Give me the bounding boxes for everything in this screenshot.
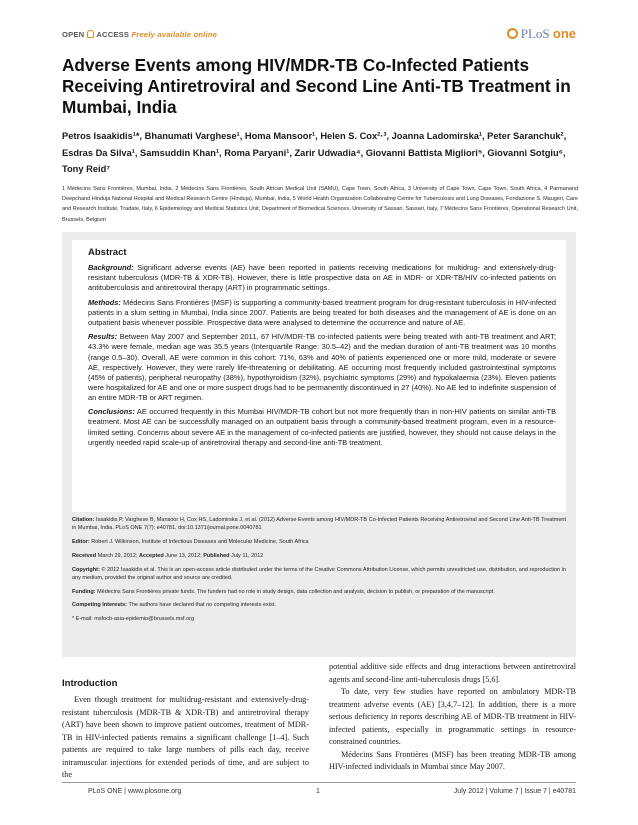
logo-plos: PLoS xyxy=(520,26,550,41)
abstract-box xyxy=(62,232,576,657)
intro-paragraph-1: Even though treatment for multidrug-resistant and extensively-drug-resistant tuberculosis (MDR-TB & XDR-TB) and antiretroviral therapy (ART) have been shown to improve patient outcomes, treatment of MDR-TB in HIV-infected patients remains a significant challenge [1–4]. Such patients are required to take large numbers of pills each day, receive intramuscular injections for extended periods of time, and are subject to the xyxy=(62,695,309,779)
abstract-heading: Abstract xyxy=(88,247,127,258)
intro-left-column xyxy=(62,678,309,782)
open-access-banner xyxy=(62,30,217,39)
intro-paragraph-1-cont: potential additive side effects and drug interactions between antiretroviral agents and second-line anti-tuberculosis drugs [5,6]. xyxy=(329,662,576,684)
intro-paragraph-2: To date, very few studies have reported on ambulatory MDR-TB treatment adverse events (AE) [3,4,7–12]. In addition, there is a more serious deficiency in reports describing AE of MDR-TB treatment in HIV-infected patients, especially in programmatic settings in resource-constrained countries. xyxy=(329,687,576,746)
footer-journal: PLoS ONE | www.plosone.org xyxy=(88,788,182,795)
copyright: Copyright: © 2012 Isaakidis et al. This is an open-access article distributed under the terms of the Creative Commons Attribution License, which permits unrestricted use, distribution, and reproduction in any medium, provided the original author and source are credited. xyxy=(72,566,567,581)
editor: Editor: Robert J. Wilkinson, Institute of Infectious Diseases and Molecular Medicine, South Africa xyxy=(72,539,309,545)
footer-page-number: 1 xyxy=(316,788,320,795)
citation: Citation: Isaakidis P, Varghese B, Mansoor H, Cox HS, Ladomirska J, et al. (2012) Adverse Events among HIV/MDR-TB Co-Infected Patients Receiving Antiretroviral and Second Line Anti-TB Treatment in Mumbai, India. PLoS ONE 7(7): e40781. doi:10.1371/journal.pone.0040781 xyxy=(72,517,566,532)
logo-one: one xyxy=(552,26,576,41)
intro-paragraph-3: Médecins Sans Frontières (MSF) has been treating MDR-TB among HIV-infected individuals in Mumbai since May 2007. xyxy=(329,749,576,771)
freely-available-label: Freely available online xyxy=(131,30,218,39)
abstract-conclusions: Conclusions: AE occurred frequently in this Mumbai HIV/MDR-TB cohort but not more frequently than in non-HIV patients on similar anti-TB treatment. Most AE can be successfully managed on an outpatient basis through a community-based treatment program, even in a resource-limited setting. Concerns about severe AE in the management of co-infected patients are justified, however, they should not cause delays in the urgently needed rapid scale-up of antiretroviral therapy and second-line anti-TB treatment. xyxy=(88,407,556,447)
plos-one-logo xyxy=(507,26,576,42)
plos-logo-icon xyxy=(507,28,518,39)
intro-right-column xyxy=(329,661,576,774)
footer-divider xyxy=(62,782,576,783)
article-title: Adverse Events among HIV/MDR-TB Co-Infected Patients Receiving Antiretroviral and Second Line Anti-TB Treatment in Mumbai, India xyxy=(62,55,571,117)
journal-header xyxy=(62,26,576,46)
abstract-panel xyxy=(72,240,566,512)
competing-interests: Competing Interests: The authors have declared that no competing interests exist. xyxy=(72,602,276,609)
affiliations: 1 Médecins Sans Frontières, Mumbai, India, 2 Médecins Sans Frontières, South African Medical Unit (SAMU), Cape Town, South Africa, 3 University of Cape Town, Cape Town, South Africa, 4 Parmanand Deepchand Hinduja National Hospital and Medical Research Centre (Hinduja), Mumbai, India, 5 World Health Organization Collaborating Centre for Tuberculosis and Lung Diseases, Fondazione S. Maugeri, Care and Research Institute, Tradate, Italy, 6 Epidemiology and Medical Statistics Unit, Department of Biomedical Sciences, University of Sassari, Sassari, Italy, 7 Médecins Sans Frontières, Operational Research Unit, Brussels, Belgium xyxy=(62,186,578,223)
open-access-lock-icon xyxy=(87,30,94,38)
article-metadata xyxy=(72,516,566,629)
author-list: Petros Isaakidis¹*, Bhanumati Varghese¹, Homa Mansoor¹, Helen S. Cox²·³, Joanna Ladomirska¹, Peter Saranchuk², Esdras Da Silva¹, Samsuddin Khan¹, Roma Paryani¹, Zarir Udwadia⁴, Giovanni Battista Migliori⁵, Giovanni Sotgiu⁶, Tony Reid⁷ xyxy=(62,131,567,174)
abstract-methods: Methods: Médecins Sans Frontières (MSF) is supporting a community-based treatment program for drug-resistant tuberculosis in HIV-infected patients in a slum setting in Mumbai, India since 2007. Patients are being treated for both diseases and the management of AE is done on an outpatient basis whenever possible. Prospective data were analysed to determine the occurrence and nature of AE. xyxy=(88,297,556,327)
abstract-results: Results: Between May 2007 and September 2011, 67 HIV/MDR-TB co-infected patients were being treated with anti-TB treatment and ART; 43.3% were female, median age was 35.5 years (Interquartile Range: 30.5–42) and the median duration of anti-TB treatment was 10 months (range 0.5–30). Overall, AE were common in this cohort: 71%, 63% and 40% of patients experienced one or more mild, moderate or severe AE, respectively. However, they were rarely life-threatening or debilitating. AE occurring most frequently included gastrointestinal symptoms (45% of patients), peripheral neuropathy (38%), hypothyroidism (32%), psychiatric symptoms (29%) and hypokalaemia (23%). Eleven patients were hospitalized for AE and one or more suspect drugs had to be permanently discontinued in 27 (40%). No AE led to indefinite suspension of an entire MDR-TB or ART regimen. xyxy=(88,332,556,402)
funding: Funding: Médecins Sans Frontières private funds. The funders had no role in study design, data collection and analysis, decision to publish, or preparation of the manuscript. xyxy=(72,588,495,595)
open-label: OPEN xyxy=(62,30,85,39)
contact-email[interactable]: * E-mail: msfocb-asia-epidemio@brussels.msf.org xyxy=(72,616,195,623)
dates: Received March 29, 2012; Accepted June 13, 2012; Published July 11, 2012 xyxy=(72,552,264,559)
abstract-background: Background: Significant adverse events (AE) have been reported in patients receiving medications for multidrug- and extensively-drug-resistant tuberculosis (MDR-TB & XDR-TB). However, there is little prospective data on AE in MDR- or XDR-TB/HIV co-infected patients on antituberculosis and antiretroviral therapy (ART) in programmatic settings. xyxy=(88,263,556,293)
intro-heading: Introduction xyxy=(62,678,118,689)
access-label: ACCESS xyxy=(96,30,130,39)
footer-issue: July 2012 | Volume 7 | Issue 7 | e40781 xyxy=(453,788,576,795)
